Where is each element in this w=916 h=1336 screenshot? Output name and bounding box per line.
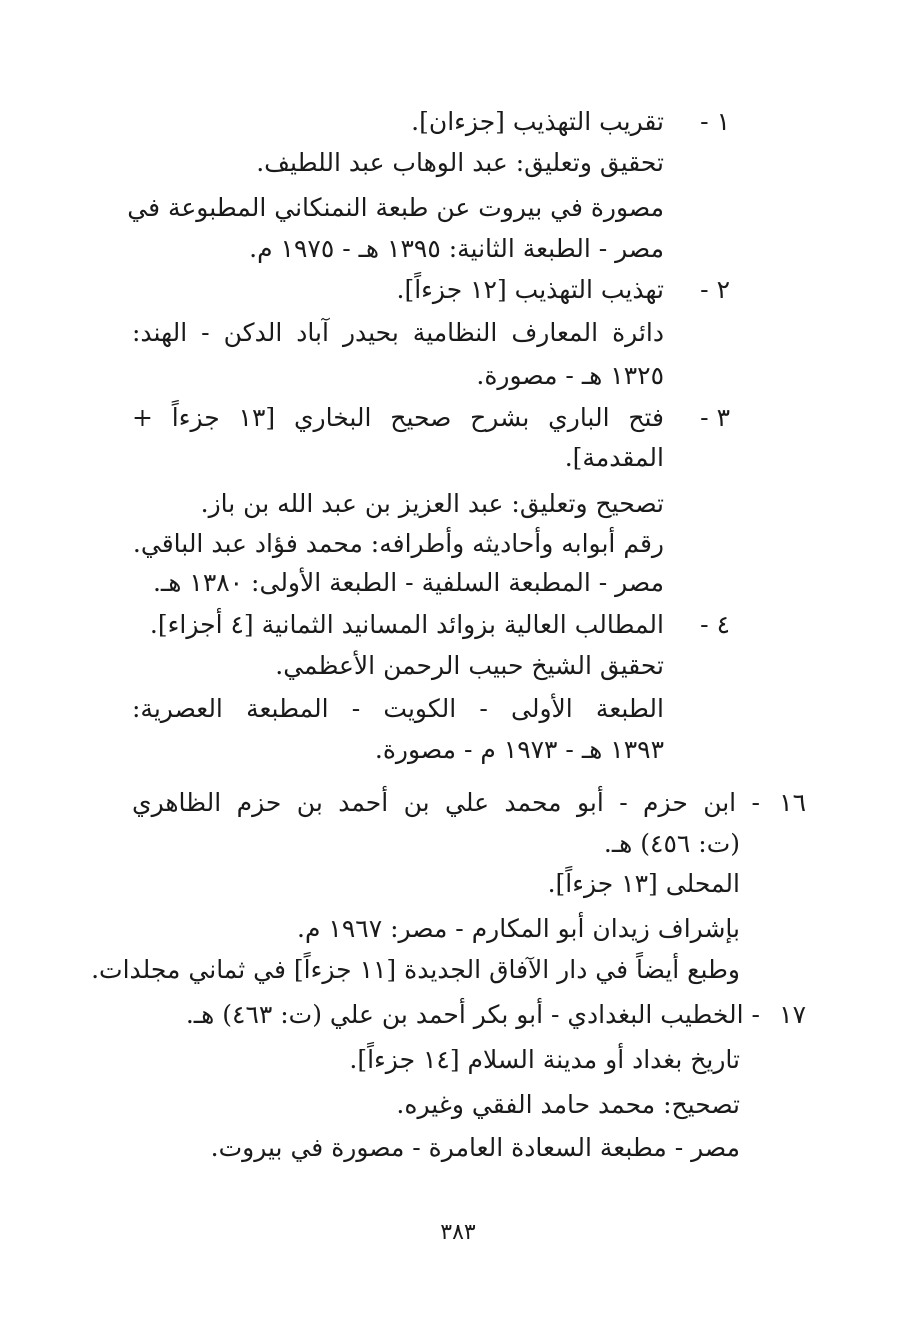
work-note: بإشراف زيدان أبو المكارم - مصر: ١٩٦٧ م. xyxy=(297,914,740,943)
entry-note: ١٣٢٥ هـ - مصورة. xyxy=(476,361,664,390)
entry-note: مصورة في بيروت عن طبعة النمنكاني المطبوعة في xyxy=(127,193,664,222)
author-number: ١٦ xyxy=(779,788,806,817)
entry-note: مصر - المطبعة السلفية - الطبعة الأولى: ١٣٨٠ هـ. xyxy=(152,568,664,597)
work-note: تصحيح: محمد حامد الفقي وغيره. xyxy=(396,1090,740,1119)
entry-number: ١ - xyxy=(700,107,730,136)
entry-note: مصر - الطبعة الثانية: ١٣٩٥ هـ - ١٩٧٥ م. xyxy=(249,234,664,263)
entry-title: تهذيب التهذيب [١٢ جزءاً]. xyxy=(396,275,664,304)
author-number: ١٧ xyxy=(779,1000,806,1029)
entry-title: المطالب العالية بزوائد المسانيد الثمانية [٤ أجزاء]. xyxy=(149,610,664,639)
entry-note: تحقيق وتعليق: عبد الوهاب عبد اللطيف. xyxy=(256,148,664,177)
author-heading: - ابن حزم - أبو محمد علي بن أحمد بن حزم الظاهري xyxy=(132,788,760,817)
work-note: مصر - مطبعة السعادة العامرة - مصورة في بيروت. xyxy=(210,1133,740,1162)
entry-note: رقم أبوابه وأحاديثه وأطرافه: محمد فؤاد عبد الباقي. xyxy=(132,529,664,558)
entry-note: دائرة المعارف النظامية بحيدر آباد الدكن - الهند: xyxy=(132,318,664,347)
entry-title: تقريب التهذيب [جزءان]. xyxy=(411,107,664,136)
entry-title-cont: المقدمة]. xyxy=(564,443,664,472)
work-note: وطبع أيضاً في دار الآفاق الجديدة [١١ جزءاً] في ثماني مجلدات. xyxy=(91,955,740,984)
entry-note: تحقيق الشيخ حبيب الرحمن الأعظمي. xyxy=(275,651,664,680)
entry-note: ١٣٩٣ هـ - ١٩٧٣ م - مصورة. xyxy=(374,735,664,764)
entry-title: فتح الباري بشرح صحيح البخاري [١٣ جزءاً + xyxy=(132,403,664,432)
entry-number: ٣ - xyxy=(700,403,730,432)
entry-note: تصحيح وتعليق: عبد العزيز بن عبد الله بن باز. xyxy=(200,489,664,518)
page-number: ٣٨٣ xyxy=(440,1220,476,1245)
entry-number: ٢ - xyxy=(700,275,730,304)
work-title: المحلى [١٣ جزءاً]. xyxy=(547,869,740,898)
author-heading-cont: (ت: ٤٥٦) هـ. xyxy=(603,829,740,858)
entry-note: الطبعة الأولى - الكويت - المطبعة العصرية: xyxy=(132,694,664,723)
work-title: تاريخ بغداد أو مدينة السلام [١٤ جزءاً]. xyxy=(349,1045,740,1074)
author-heading: - الخطيب البغدادي - أبو بكر أحمد بن علي (ت: ٤٦٣) هـ. xyxy=(185,1000,760,1029)
entry-number: ٤ - xyxy=(700,610,730,639)
